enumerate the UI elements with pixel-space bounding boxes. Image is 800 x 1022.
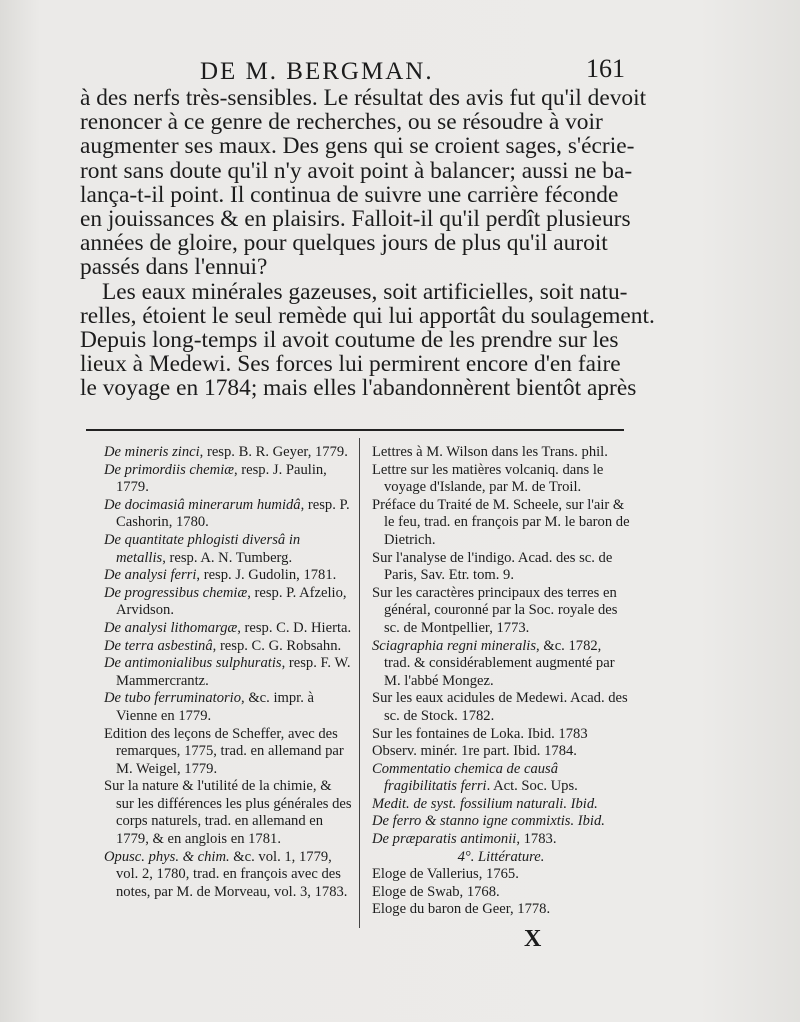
entry-details: Eloge de Vallerius, 1765. [372, 866, 519, 883]
entry-details: , &c. 1782, trad. & considérablement augmenté par M. l'abbé Mongez. [384, 637, 615, 689]
entry-title: De ferro & stanno igne commixtis. Ibid. [372, 813, 605, 830]
entry-details: , resp. F. W. Mammercrantz. [116, 655, 351, 689]
bibliography-entry [100, 778, 353, 848]
page-header [80, 52, 625, 86]
bibliography-entry [368, 726, 630, 744]
entry-title: Commentatio chemica de causâ fragibilitatis ferri [372, 760, 559, 795]
entry-details: . Act. Soc. Ups. [486, 778, 578, 795]
entry-details: Préface du Traité de M. Scheele, sur l'air & le feu, trad. en françois par M. le baron de Dietrich. [372, 496, 630, 548]
entry-title: 4°. Littérature. [457, 848, 545, 865]
entry-title: De progressibus chemiæ [104, 584, 248, 601]
bibliography-entry [100, 620, 353, 638]
entry-title: Sciagraphia regni mineralis [372, 637, 537, 654]
entry-details: &c. vol. 1, 1779, vol. 2, 1780, trad. en françois avec des notes, par M. de Morveau, vol. 3, 1783. [116, 848, 348, 900]
bibliography-entry [368, 849, 630, 867]
entry-details: Edition des leçons de Scheffer, avec des remarques, 1775, trad. en allemand par M. Weigel, 1779. [104, 725, 344, 777]
entry-title: De docimasiâ minerarum humidâ [104, 496, 301, 513]
entry-details: , resp. B. R. Geyer, 1779. [199, 444, 348, 460]
entry-details: Lettre sur les matières volcaniq. dans le voyage d'Islande, par M. de Troil. [372, 461, 604, 496]
bibliography-entry [368, 497, 630, 550]
entry-details: Eloge de Swab, 1768. [372, 883, 500, 900]
bibliography-entry [100, 462, 353, 497]
bibliography-entry [100, 849, 353, 902]
body-line: relles, étoient le seul remède qui lui apportât du soulagement. [80, 302, 655, 329]
bibliography-entry [100, 690, 353, 725]
entry-details: , resp. C. G. Robsahn. [212, 637, 342, 654]
entry-title: De analysi lithomargæ [104, 619, 238, 636]
bibliography-entry [368, 796, 630, 814]
bibliography-entry [100, 444, 353, 462]
entry-details: , resp. C. D. Hierta. [237, 619, 352, 636]
body-line: passés dans l'ennui? [80, 254, 268, 281]
body-line: lieux à Medewi. Ses forces lui permirent encore d'en faire [80, 351, 621, 378]
bibliography-entry [100, 532, 353, 567]
entry-details: , &c. impr. à Vienne en 1779. [116, 690, 314, 724]
running-head: DE M. BERGMAN. [200, 58, 434, 85]
main-paragraphs [80, 85, 655, 402]
bibliography-left-column [100, 444, 353, 901]
bibliography-entry [368, 550, 630, 585]
body-line: Depuis long-temps il avoit coutume de les prendre sur les [80, 327, 619, 354]
bibliography-entry [368, 585, 630, 638]
page-number: 161 [586, 54, 625, 83]
entry-details: Sur les caractères principaux des terres en général, couronné par la Soc. royale des sc. de Montpellier, 1773. [372, 584, 618, 636]
entry-details: Sur les eaux acidules de Medewi. Acad. des sc. de Stock. 1782. [372, 690, 628, 724]
entry-details: , resp. P. Cashorin, 1780. [116, 496, 350, 531]
bibliography-entry [368, 761, 630, 796]
entry-title: Medit. de syst. fossilium naturali. Ibid. [372, 795, 598, 812]
entry-details: , 1783. [516, 831, 557, 848]
entry-details: Eloge du baron de Geer, 1778. [372, 901, 551, 918]
entry-details: , resp. P. Afzelio, Arvidson. [116, 584, 347, 619]
entry-title: De terra asbestinâ [104, 637, 213, 654]
entry-details: Sur la nature & l'utilité de la chimie, & sur les différences les plus générales des corps naturels, trad. en allemand en 1779, & en anglois en 1781. [104, 778, 352, 848]
entry-title: De mineris zinci [104, 444, 200, 460]
entry-details: , resp. J. Gudolin, 1781. [196, 567, 337, 584]
body-line: augmenter ses maux. Des gens qui se croient sages, s'écrie- [80, 133, 635, 160]
entry-details: , resp. J. Paulin, 1779. [116, 461, 327, 496]
signature-mark: X [524, 926, 542, 952]
bibliography-entry [100, 585, 353, 620]
bibliography-entry [100, 567, 353, 585]
entry-title: De antimonialibus sulphuratis [104, 655, 282, 672]
entry-details: Lettres à M. Wilson dans les Trans. phil. [372, 444, 608, 460]
bibliography-right-column [368, 444, 630, 919]
bibliography-entry [368, 690, 630, 725]
bibliography-entry [100, 497, 353, 532]
body-line: en jouissances & en plaisirs. Falloit-il qu'il perdît plusieurs [80, 206, 631, 233]
bibliography-entry [368, 884, 630, 902]
body-line: Les eaux minérales gazeuses, soit artificielles, soit natu- [102, 278, 628, 305]
entry-title: De præparatis antimonii [372, 831, 517, 848]
bibliography-entry [368, 638, 630, 691]
entry-title: Opusc. phys. & chim. [104, 848, 230, 865]
bibliography-entry [100, 726, 353, 779]
body-line: lança-t-il point. Il continua de suivre une carrière féconde [80, 181, 619, 208]
entry-title: De primordiis chemiæ [104, 461, 234, 478]
body-line: le voyage en 1784; mais elles l'abandonnèrent bientôt après [80, 375, 637, 402]
bibliography-entry [368, 813, 630, 831]
body-line: à des nerfs très-sensibles. Le résultat des avis fut qu'il devoit [80, 85, 647, 111]
bibliography-entry [368, 462, 630, 497]
column-divider [359, 438, 360, 928]
bibliography-entry [100, 638, 353, 656]
entry-details: Sur l'analyse de l'indigo. Acad. des sc. de Paris, Sav. Etr. tom. 9. [372, 549, 613, 584]
entry-title: De quantitate phlogisti diversâ in metallis [104, 531, 301, 566]
entry-title: De tubo ferruminatorio [104, 690, 242, 707]
bibliography-entry [368, 444, 630, 462]
entry-details: Sur les fontaines de Loka. Ibid. 1783 [372, 725, 588, 742]
bibliography-entry [368, 831, 630, 849]
body-line: ront sans doute qu'il n'y avoit point à balancer; aussi ne ba- [80, 157, 633, 184]
bibliography-entry [368, 866, 630, 884]
bibliography-entry [368, 743, 630, 761]
horizontal-rule [86, 429, 624, 431]
entry-details: Observ. minér. 1re part. Ibid. 1784. [372, 743, 577, 760]
entry-details: , resp. A. N. Tumberg. [162, 549, 293, 566]
body-line: années de gloire, pour quelques jours de plus qu'il auroit [80, 230, 608, 257]
bibliography-entry [100, 655, 353, 690]
body-line: renoncer à ce genre de recherches, ou se résoudre à voir [80, 109, 603, 136]
bibliography-entry [368, 901, 630, 919]
entry-title: De analysi ferri [104, 567, 197, 584]
